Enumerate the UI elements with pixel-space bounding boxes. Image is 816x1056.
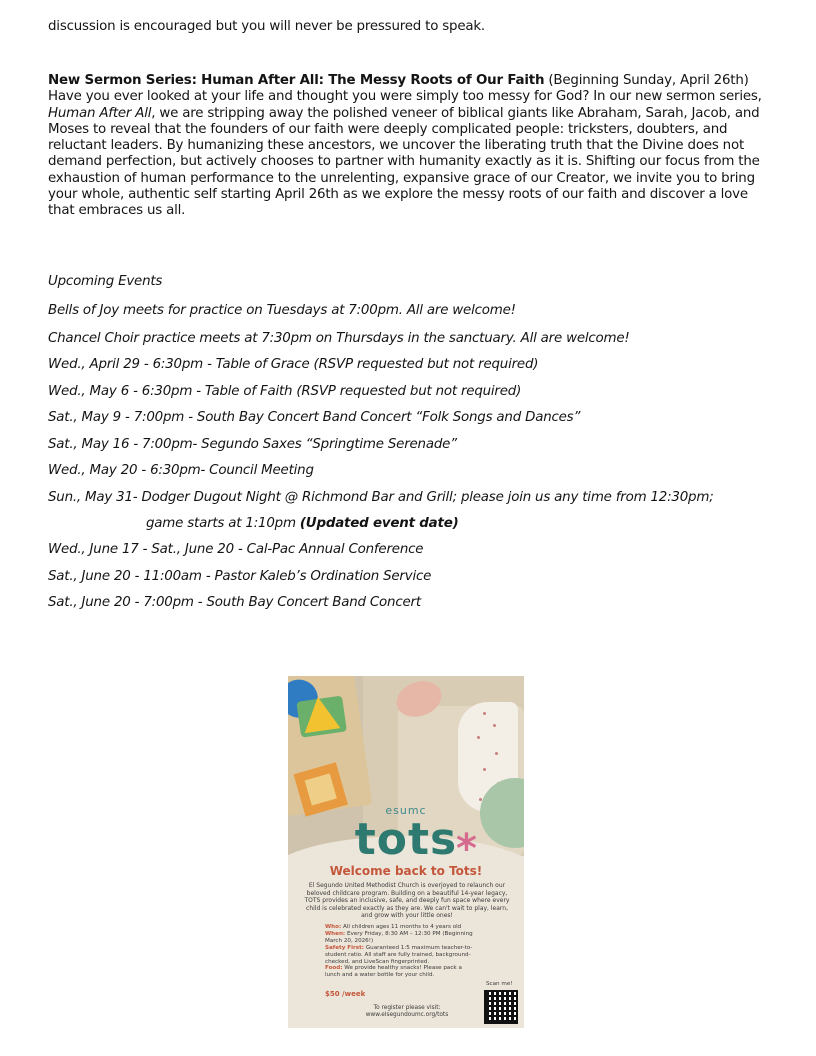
event-item: Wed., May 20 - 6:30pm- Council Meeting — [48, 463, 314, 478]
discussion-note: discussion is encouraged but you will never be pressured to speak. — [48, 19, 485, 34]
flyer-intro: El Segundo United Methodist Church is overjoyed to relaunch our beloved childcare program. Building on a beautiful 14-year legacy, TOTS provides an inclusive, safe, and deeply fun space where every child is celebrated exactly as they are. We can't wait to play, learn, and grow with your little ones! — [304, 882, 510, 920]
shape-sorter-toy — [288, 676, 372, 816]
flyer-who: Who: All children ages 11 months to 4 years old — [325, 924, 462, 930]
flyer-register — [352, 1005, 462, 1019]
flyer-price: $50 /week — [325, 990, 366, 998]
sermon-body-part-1: Have you ever looked at your life and thought you were simply too messy for God? In our new sermon series, — [48, 89, 762, 105]
event-continuation-text: game starts at 1:10pm — [146, 516, 300, 531]
flyer-food: Food: We provide healthy snacks! Please pack a lunch and a water bottle for your child. — [325, 965, 462, 979]
qr-code-icon[interactable] — [484, 990, 518, 1024]
flyer-when: When: Every Friday, 8:30 AM – 12:30 PM (Beginning March 20, 2026!) — [325, 930, 473, 944]
flyer-brand: esumc — [385, 804, 427, 817]
event-item: Sat., June 20 - 11:00am - Pastor Kaleb’s Ordination Service — [48, 569, 432, 584]
register-instruction: To register please visit: — [373, 1005, 441, 1011]
updated-date-note: (Updated event date) — [299, 516, 459, 531]
event-item: Wed., June 17 - Sat., June 20 - Cal-Pac Annual Conference — [48, 542, 424, 557]
sermon-title: New Sermon Series: Human After All: The Messy Roots of Our Faith — [48, 73, 545, 88]
asterisk-icon: * — [456, 826, 477, 872]
event-item: Wed., April 29 - 6:30pm - Table of Grace (RSVP requested but not required) — [48, 357, 539, 372]
flyer-welcome: Welcome back to Tots! — [329, 864, 483, 878]
event-item: Sat., May 9 - 7:00pm - South Bay Concert Band Concert “Folk Songs and Dances” — [48, 410, 581, 425]
tots-flyer — [288, 676, 524, 1028]
sermon-start-date: (Beginning Sunday, April 26th) — [548, 73, 749, 88]
scan-me-label: Scan me! — [486, 981, 513, 987]
flyer-safety: Safety First: Guaranteed 1:5 maximum teacher-to-student ratio. All staff are fully trained, background-checked, and LiveScan fingerprinted. — [325, 944, 473, 965]
triangle-block-icon — [295, 690, 345, 740]
event-item: Chancel Choir practice meets at 7:30pm on Thursdays in the sanctuary. All are welcome! — [48, 331, 630, 346]
flyer-details — [325, 924, 475, 979]
upcoming-events-heading: Upcoming Events — [48, 274, 163, 289]
sermon-body-part-2: , we are stripping away the polished veneer of biblical giants like Abraham, Sarah, Jacob, and Moses to reveal that the founders of our faith were deeply complicated people: tricksters, doubters, and reluctant leaders. By humanizing these ancestors, we uncover the liberating truth that the Divine does not demand perfection, but actively chooses to partner with humanity exactly as it is. Shifting our focus from the exhaustion of human performance to the unrelenting, expansive grace of our Creator, we invite you to bring your whole, authentic self starting April 26th as we explore the messy roots of our faith and discover a love that embraces us all. — [48, 105, 760, 219]
sermon-series-section — [48, 73, 778, 220]
event-item: Bells of Joy meets for practice on Tuesdays at 7:00pm. All are welcome! — [48, 303, 516, 318]
sermon-series-name: Human After All — [48, 105, 152, 121]
event-item: Wed., May 6 - 6:30pm - Table of Faith (RSVP requested but not required) — [48, 384, 522, 399]
register-url[interactable]: www.elsegundoumc.org/tots — [365, 1012, 449, 1018]
event-item: Sat., June 20 - 7:00pm - South Bay Concert Band Concert — [48, 595, 421, 610]
event-item: Sun., May 31- Dodger Dugout Night @ Richmond Bar and Grill; please join us any time from 12:30pm; — [48, 490, 714, 505]
event-item: Sat., May 16 - 7:00pm- Segundo Saxes “Springtime Serenade” — [48, 437, 457, 452]
event-item-continuation — [146, 516, 459, 531]
flyer-title: tots — [354, 814, 458, 865]
